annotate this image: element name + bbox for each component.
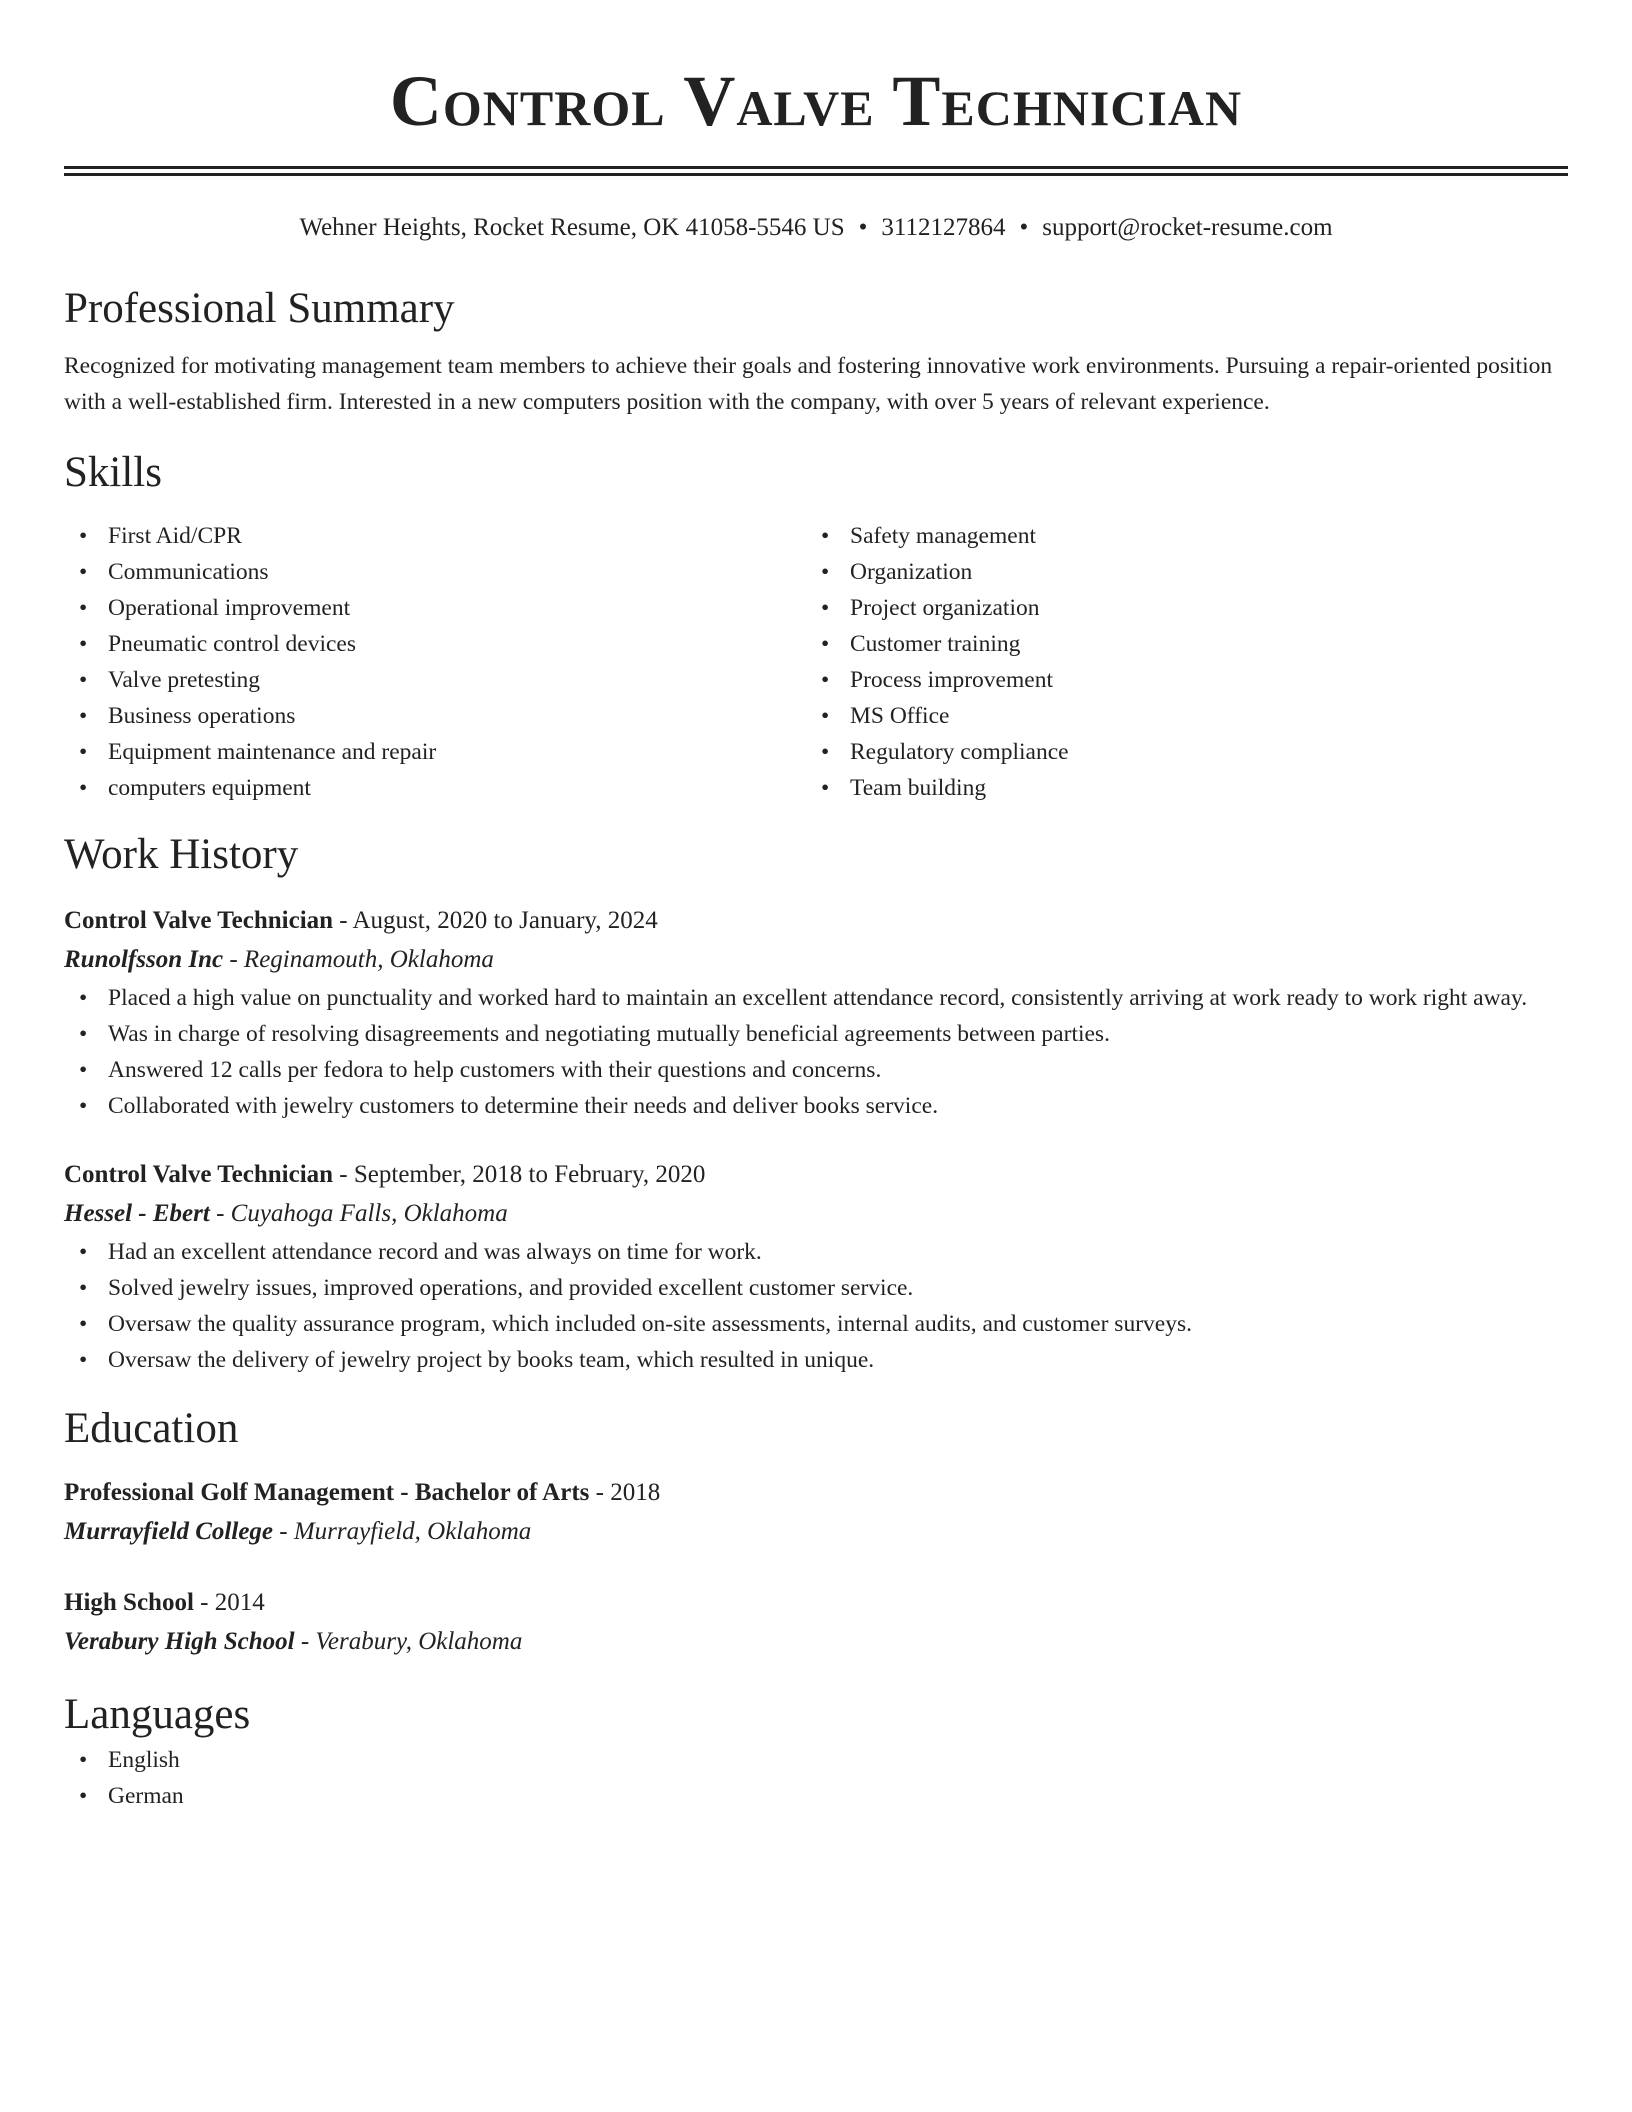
- job-duty: • Solved jewelry issues, improved operations, and provided excellent customer service.: [64, 1270, 1568, 1306]
- education-school-line: [64, 1622, 1568, 1662]
- skills-heading: Skills: [64, 449, 162, 496]
- job-duty: • Oversaw the delivery of jewelry project by books team, which resulted in unique.: [64, 1342, 1568, 1378]
- education-school: Verabury High School: [64, 1628, 295, 1655]
- education-year: - 2018: [589, 1479, 661, 1506]
- education-degree-line: [64, 1584, 1568, 1622]
- bullet-icon: •: [821, 631, 830, 657]
- bullet-icon: •: [79, 667, 88, 693]
- bullet-icon: •: [821, 703, 830, 729]
- skill-item: • Valve pretesting: [64, 662, 806, 698]
- job-dates: - September, 2018 to February, 2020: [333, 1161, 706, 1188]
- job-duty: • Oversaw the quality assurance program, which included on-site assessments, internal audits, and customer surveys.: [64, 1306, 1568, 1342]
- bullet-icon: •: [821, 667, 830, 693]
- bullet-icon: •: [79, 703, 88, 729]
- education-entry: [64, 1584, 1568, 1662]
- bullet-icon: •: [79, 631, 88, 657]
- education-degree: Professional Golf Management - Bachelor of Arts: [64, 1479, 590, 1506]
- languages-heading: Languages: [64, 1691, 251, 1738]
- contact-separator: •: [1019, 214, 1029, 241]
- bullet-icon: •: [79, 1021, 88, 1047]
- contact-line: [64, 210, 1568, 246]
- job-duty: • Had an excellent attendance record and was always on time for work.: [64, 1234, 1568, 1270]
- education-location: - Murrayfield, Oklahoma: [273, 1518, 532, 1545]
- job-duties-list: [64, 1234, 1568, 1378]
- job-position: Control Valve Technician: [64, 907, 334, 934]
- skill-item: • Business operations: [64, 698, 806, 734]
- skill-item: • MS Office: [806, 698, 1548, 734]
- bullet-icon: •: [79, 1347, 88, 1373]
- contact-phone: 3112127864: [881, 214, 1006, 241]
- education-location: - Verabury, Oklahoma: [294, 1628, 523, 1655]
- bullet-icon: •: [79, 559, 88, 585]
- skill-item: • Project organization: [806, 590, 1548, 626]
- summary-text: Recognized for motivating management team members to achieve their goals and fostering innovative work environments. Pursuing a repair-oriented position with a well-established firm. Interested in a new computers position with the company, with over 5 years of relevant experience.: [64, 353, 1553, 415]
- job-company: Hessel - Ebert: [64, 1200, 210, 1227]
- skill-item: • First Aid/CPR: [64, 518, 806, 554]
- bullet-icon: •: [821, 775, 830, 801]
- skills-column-right: [806, 518, 1548, 806]
- skill-item: • Operational improvement: [64, 590, 806, 626]
- skill-item: • computers equipment: [64, 770, 806, 806]
- bullet-icon: •: [821, 595, 830, 621]
- bullet-icon: •: [79, 1747, 88, 1773]
- skill-item: • Regulatory compliance: [806, 734, 1548, 770]
- header-double-rule: [64, 166, 1568, 176]
- education-school: Murrayfield College: [64, 1518, 274, 1545]
- bullet-icon: •: [79, 1275, 88, 1301]
- bullet-icon: •: [79, 1057, 88, 1083]
- bullet-icon: •: [79, 1093, 88, 1119]
- skill-item: • Customer training: [806, 626, 1548, 662]
- bullet-icon: •: [79, 595, 88, 621]
- skill-item: • Organization: [806, 554, 1548, 590]
- skills-columns: [64, 518, 1568, 806]
- job-location: - Cuyahoga Falls, Oklahoma: [209, 1200, 508, 1227]
- candidate-name: Control Valve Technician: [389, 61, 1243, 141]
- contact-separator: •: [858, 214, 868, 241]
- bullet-icon: •: [821, 559, 830, 585]
- contact-address: Wehner Heights, Rocket Resume, OK 41058-5546 US: [299, 214, 845, 241]
- job-dates: - August, 2020 to January, 2024: [333, 907, 658, 934]
- job-company: Runolfsson Inc: [64, 946, 224, 973]
- bullet-icon: •: [79, 523, 88, 549]
- bullet-icon: •: [821, 739, 830, 765]
- summary-heading: Professional Summary: [64, 285, 455, 332]
- job-title-line: [64, 1156, 1568, 1194]
- skill-item: • Pneumatic control devices: [64, 626, 806, 662]
- bullet-icon: •: [79, 739, 88, 765]
- skill-item: • Team building: [806, 770, 1548, 806]
- education-heading: Education: [64, 1405, 239, 1452]
- bullet-icon: •: [821, 523, 830, 549]
- job-company-line: [64, 940, 1568, 980]
- work-history-heading: Work History: [64, 831, 299, 878]
- languages-list: [64, 1742, 1568, 1814]
- skills-column-left: [64, 518, 806, 806]
- job-position: Control Valve Technician: [64, 1161, 334, 1188]
- skill-item: • Equipment maintenance and repair: [64, 734, 806, 770]
- education-school-line: [64, 1512, 1568, 1552]
- bullet-icon: •: [79, 1311, 88, 1337]
- education-entry: [64, 1474, 1568, 1552]
- contact-email: support@rocket-resume.com: [1042, 214, 1333, 241]
- bullet-icon: •: [79, 985, 88, 1011]
- language-item: • German: [64, 1778, 1568, 1814]
- job-entry: [64, 902, 1568, 1124]
- job-duty: • Collaborated with jewelry customers to determine their needs and deliver books service.: [64, 1088, 1568, 1124]
- education-degree: High School: [64, 1589, 194, 1616]
- job-duty: • Was in charge of resolving disagreements and negotiating mutually beneficial agreements between parties.: [64, 1016, 1568, 1052]
- job-duty: • Placed a high value on punctuality and worked hard to maintain an excellent attendance record, consistently arriving at work ready to work right away.: [64, 980, 1568, 1016]
- job-company-line: [64, 1194, 1568, 1234]
- language-item: • English: [64, 1742, 1568, 1778]
- job-duties-list: [64, 980, 1568, 1124]
- bullet-icon: •: [79, 775, 88, 801]
- bullet-icon: •: [79, 1783, 88, 1809]
- job-duty: • Answered 12 calls per fedora to help customers with their questions and concerns.: [64, 1052, 1568, 1088]
- education-degree-line: [64, 1474, 1568, 1512]
- job-location: - Reginamouth, Oklahoma: [223, 946, 494, 973]
- bullet-icon: •: [79, 1239, 88, 1265]
- job-entry: [64, 1156, 1568, 1378]
- skill-item: • Process improvement: [806, 662, 1548, 698]
- job-title-line: [64, 902, 1568, 940]
- skill-item: • Safety management: [806, 518, 1548, 554]
- skill-item: • Communications: [64, 554, 806, 590]
- education-year: - 2014: [193, 1589, 265, 1616]
